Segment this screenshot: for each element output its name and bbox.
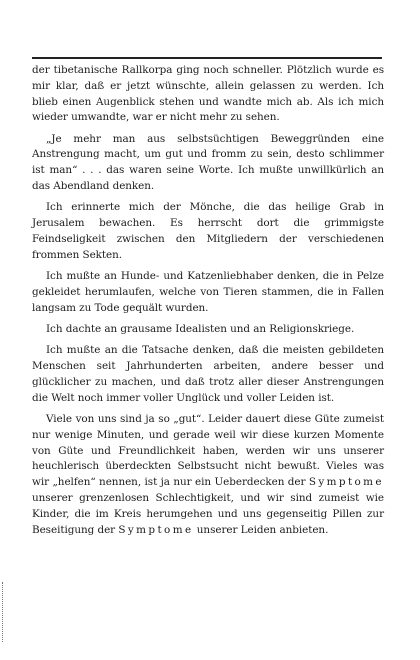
paragraph-5: Ich dachte an grausame Idealisten und an Religionskriege. (46, 322, 355, 335)
paragraph-1: der tibetanische Rallkorpa ging noch schneller. Plötzlich wurde es mir klar, daß er jetzt wünschte, allein gelassen zu werden. Ich blieb einen Augenblick stehen und wandte mich ab. Als ich mich wieder umwandte, war er nicht mehr zu sehen. (32, 64, 384, 124)
paragraph-3: Ich erinnerte mich der Mönche, die das heilige Grab in Jerusalem bewachen. Es herrscht dort die grimmigste Feindseligkeit zwischen den Mitgliedern der verschiedenen frommen Sekten. (32, 201, 384, 261)
paragraph-2: „Je mehr man aus selbstsüchtigen Beweggründen eine Anstrengung macht, um gut und fromm zu sein, desto schlimmer ist man“ . . . das waren seine Worte. Ich mußte unwillkürlich an das Abendland denken. (32, 132, 384, 193)
paragraph-7-part-1: Viele von uns sind ja so „gut“. Leider dauert diese Güte zumeist nur wenige Minuten, und gerade weil wir diese kurzen Momente von Güte und Freundlichkeit haben, werden wir uns unserer heuchlerisch überdeckten Selbstsucht nicht bewußt. Vieles was wir „helfen“ nennen, ist ja nur ein Ueberdecken der (32, 412, 384, 489)
header-rule (32, 57, 382, 59)
margin-scan-artifact (2, 582, 6, 642)
paragraph-7-part-3: unserer Leiden anbieten. (196, 523, 329, 536)
paragraph-4: Ich mußte an Hunde- und Katzenliebhaber denken, die in Pelze gekleidet herumlaufen, welche von Tieren stammen, die in Fallen langsam zu Tode gequält wurden. (32, 270, 384, 314)
spaced-word-symptome-2: Symptome (118, 523, 194, 536)
paragraph-6: Ich mußte an die Tatsache denken, daß die meisten gebildeten Menschen seit Jahrhunderten arbeiten, andere besser und glücklicher zu machen, und daß trotz aller dieser Anstrengungen die Welt noch immer voller Unglück und voller Leiden ist. (32, 344, 384, 404)
spaced-word-symptome-1: Symptome (308, 476, 384, 489)
paragraph-7-part-2: unserer grenzenlosen Schlechtigkeit, und wir sind zumeist wie Kinder, die im Kreis herumgehen und uns gegenseitig Pillen zur Beseitigung der (32, 491, 384, 536)
body-text (32, 63, 384, 544)
paragraph-7 (32, 412, 384, 538)
